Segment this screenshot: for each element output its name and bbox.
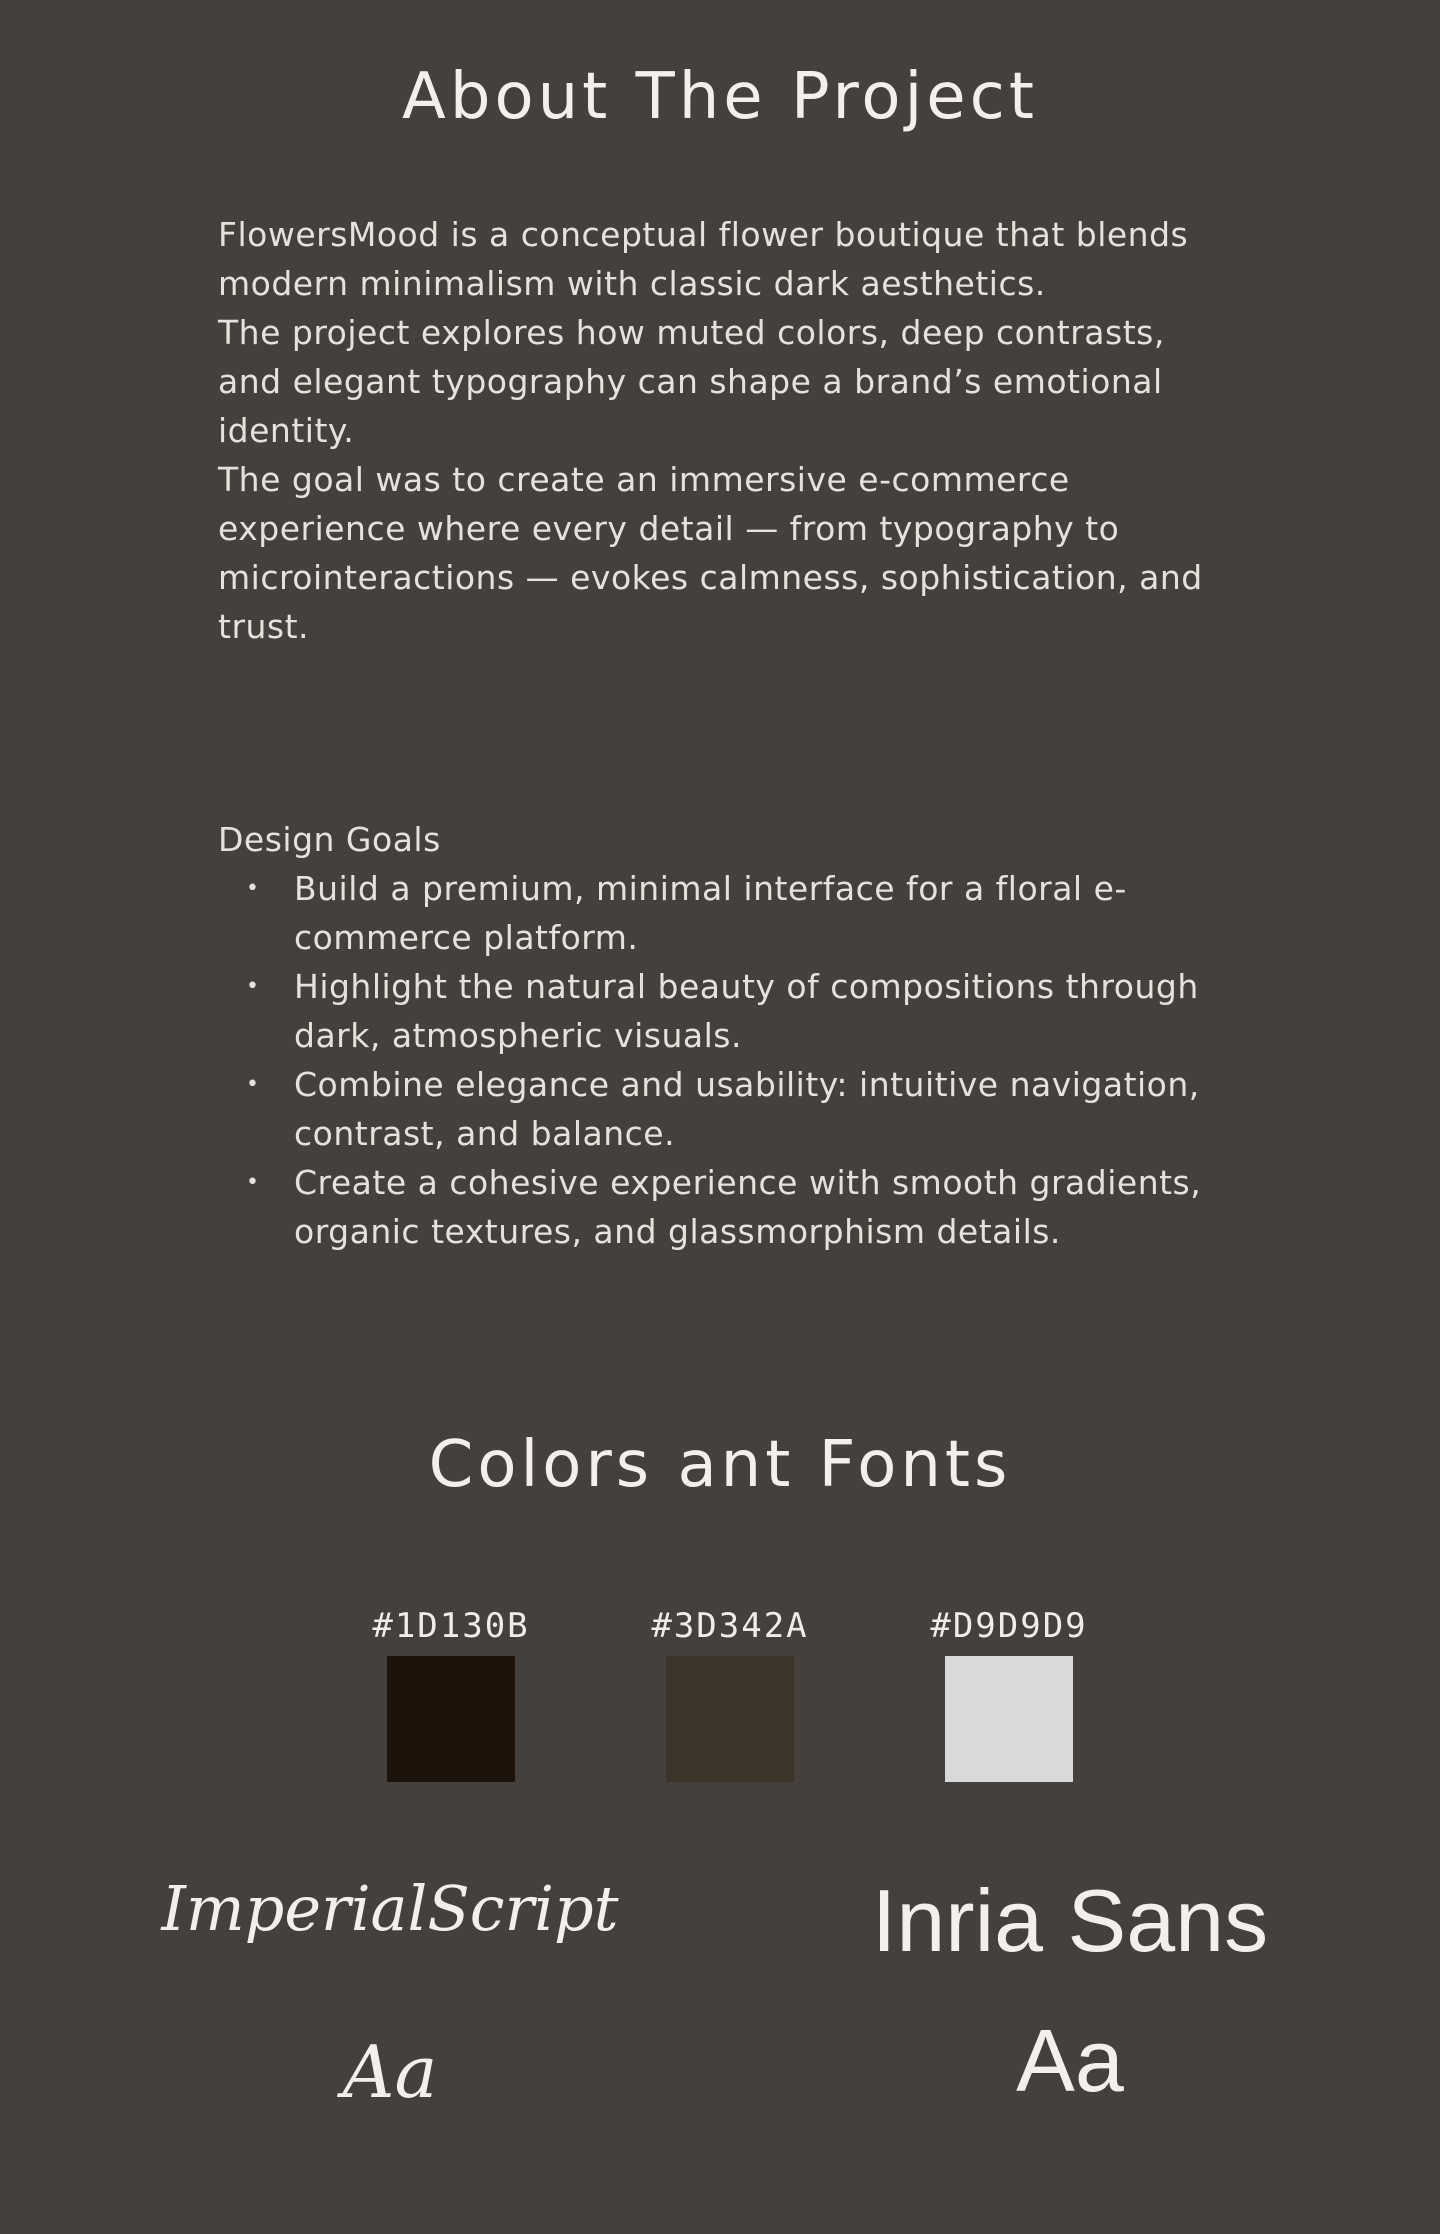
goal-text: Create a cohesive experience with smooth gradients, organic textures, and glassmorphism details. <box>294 1163 1202 1251</box>
design-goals-title: Design Goals <box>218 820 441 859</box>
design-goals <box>218 815 1228 1256</box>
color-swatch <box>919 1604 1099 1782</box>
list-item <box>246 1158 1228 1256</box>
color-code: #D9D9D9 <box>930 1606 1088 1646</box>
bullet-icon: • <box>246 1072 260 1097</box>
script-font-sample: Aa <box>342 2030 438 2114</box>
about-description <box>218 210 1218 651</box>
script-font-name: ImperialScript <box>161 1872 619 1945</box>
bullet-icon: • <box>246 974 260 999</box>
list-item <box>246 1060 1228 1158</box>
colors-fonts-title: Colors ant Fonts <box>428 1428 1012 1502</box>
color-swatch <box>640 1604 820 1782</box>
bullet-icon: • <box>246 1170 260 1195</box>
color-swatch <box>361 1604 541 1782</box>
goal-text: Combine elegance and usability: intuitive navigation, contrast, and balance. <box>294 1065 1200 1153</box>
sans-font-name: Inria Sans <box>871 1871 1269 1970</box>
about-paragraph-2: The project explores how muted colors, deep contrasts, and elegant typography can shape a brand’s emotional identity. <box>218 313 1165 450</box>
color-code: #1D130B <box>372 1606 530 1646</box>
sans-font-sample: Aa <box>1016 2011 1124 2110</box>
about-paragraph-1: FlowersMood is a conceptual flower boutique that blends modern minimalism with classic dark aesthetics. <box>218 215 1189 303</box>
color-chip <box>387 1656 515 1782</box>
goal-text: Build a premium, minimal interface for a floral e-commerce platform. <box>294 869 1127 957</box>
about-title: About The Project <box>402 60 1038 134</box>
list-item <box>246 864 1228 962</box>
list-item <box>246 962 1228 1060</box>
color-chip <box>666 1656 794 1782</box>
goal-text: Highlight the natural beauty of compositions through dark, atmospheric visuals. <box>294 967 1199 1055</box>
bullet-icon: • <box>246 876 260 901</box>
color-code: #3D342A <box>651 1606 809 1646</box>
about-paragraph-3: The goal was to create an immersive e-commerce experience where every detail — from typography to microinteractions — evokes calmness, sophistication, and trust. <box>218 460 1203 646</box>
color-chip <box>945 1656 1073 1782</box>
design-goals-list <box>218 864 1228 1256</box>
